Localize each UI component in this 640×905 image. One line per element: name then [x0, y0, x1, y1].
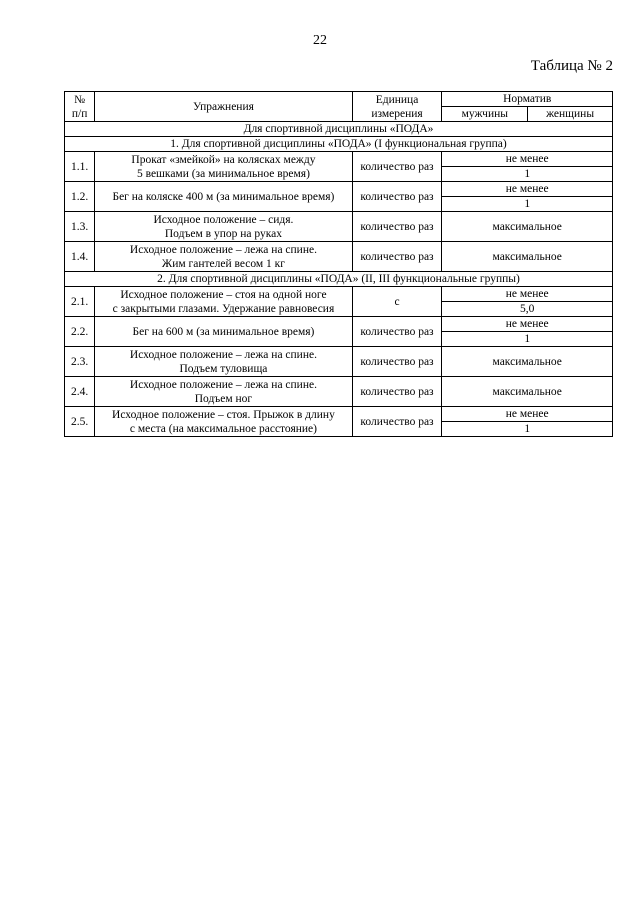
section-row: [65, 272, 613, 287]
exercise-line1: Исходное положение – лежа на спине.: [129, 348, 317, 361]
norm-value: 1: [442, 197, 613, 212]
exercise-line2: с закрытыми глазами. Удержание равновесия: [112, 302, 335, 315]
exercise-line1: Бег на коляске 400 м (за минимальное время): [112, 190, 335, 203]
row-number: 2.2.: [65, 317, 95, 347]
norms-table: [64, 91, 613, 437]
header-unit-line1: Единица: [375, 93, 419, 106]
norm-label: не менее: [442, 317, 613, 332]
norm-label: не менее: [442, 407, 613, 422]
exercise-line1: Исходное положение – лежа на спине.: [129, 378, 317, 391]
unit-cell: количество раз: [352, 347, 442, 377]
table-row: [65, 407, 613, 422]
table-row: [65, 317, 613, 332]
section-row: [65, 137, 613, 152]
header-row: [65, 92, 613, 107]
exercise-line2: с места (на максимальное расстояние): [129, 422, 317, 435]
exercise-cell: [95, 242, 352, 272]
exercise-cell: [95, 377, 352, 407]
exercise-line2: Подъем в упор на руках: [164, 227, 282, 240]
discipline-title: Для спортивной дисциплины «ПОДА»: [65, 122, 613, 137]
header-men: мужчины: [442, 107, 528, 122]
header-num-line1: №: [74, 93, 86, 106]
table-row: [65, 347, 613, 377]
exercise-line1: Исходное положение – лежа на спине.: [129, 243, 317, 256]
exercise-line1: Исходное положение – сидя.: [153, 213, 294, 226]
exercise-cell: [95, 182, 352, 212]
table-row: [65, 287, 613, 302]
table-row: [65, 182, 613, 197]
norm-text: максимальное: [442, 377, 613, 407]
norm-label: не менее: [442, 182, 613, 197]
norm-label: не менее: [442, 152, 613, 167]
norms-table-body: [65, 92, 613, 437]
norm-text: максимальное: [442, 212, 613, 242]
norm-value: 1: [442, 167, 613, 182]
table-row: [65, 212, 613, 242]
norm-text: максимальное: [442, 347, 613, 377]
section-title: 2. Для спортивной дисциплины «ПОДА» (II, III функциональные группы): [65, 272, 613, 287]
exercise-line2: 5 вешками (за минимальное время): [136, 167, 310, 180]
row-number: 2.5.: [65, 407, 95, 437]
exercise-cell: [95, 407, 352, 437]
table-title: Таблица № 2: [530, 58, 613, 74]
header-num-line2: п/п: [71, 107, 88, 120]
exercise-line2: Подъем ног: [194, 392, 253, 405]
exercise-cell: [95, 287, 352, 317]
table-row: [65, 242, 613, 272]
norm-text: максимальное: [442, 242, 613, 272]
page-number: 22: [313, 33, 327, 48]
unit-cell: с: [352, 287, 442, 317]
row-number: 2.3.: [65, 347, 95, 377]
row-number: 2.4.: [65, 377, 95, 407]
section-title: 1. Для спортивной дисциплины «ПОДА» (I функциональная группа): [65, 137, 613, 152]
exercise-cell: [95, 347, 352, 377]
row-number: 1.2.: [65, 182, 95, 212]
unit-cell: количество раз: [352, 317, 442, 347]
table-row: [65, 377, 613, 407]
table-row: [65, 152, 613, 167]
unit-cell: количество раз: [352, 407, 442, 437]
exercise-line1: Исходное положение – стоя на одной ноге: [120, 288, 327, 301]
exercise-cell: [95, 317, 352, 347]
header-unit-line2: измерения: [371, 107, 423, 120]
header-unit: [352, 92, 442, 122]
discipline-row: [65, 122, 613, 137]
unit-cell: количество раз: [352, 152, 442, 182]
exercise-cell: [95, 152, 352, 182]
unit-cell: количество раз: [352, 377, 442, 407]
header-num: [65, 92, 95, 122]
unit-cell: количество раз: [352, 212, 442, 242]
norm-label: не менее: [442, 287, 613, 302]
norm-value: 1: [442, 422, 613, 437]
unit-cell: количество раз: [352, 242, 442, 272]
row-number: 1.1.: [65, 152, 95, 182]
norm-value: 5,0: [442, 302, 613, 317]
norm-value: 1: [442, 332, 613, 347]
exercise-line1: Бег на 600 м (за минимальное время): [132, 325, 315, 338]
exercise-cell: [95, 212, 352, 242]
exercise-line1: Прокат «змейкой» на колясках между: [131, 153, 316, 166]
row-number: 1.3.: [65, 212, 95, 242]
row-number: 1.4.: [65, 242, 95, 272]
exercise-line2: Жим гантелей весом 1 кг: [161, 257, 285, 270]
exercise-line1: Исходное положение – стоя. Прыжок в длину: [112, 408, 335, 421]
exercise-line2: Подъем туловища: [179, 362, 268, 375]
unit-cell: количество раз: [352, 182, 442, 212]
header-norm: Норматив: [442, 92, 613, 107]
row-number: 2.1.: [65, 287, 95, 317]
header-women: женщины: [528, 107, 613, 122]
header-exercise: Упражнения: [95, 92, 352, 122]
